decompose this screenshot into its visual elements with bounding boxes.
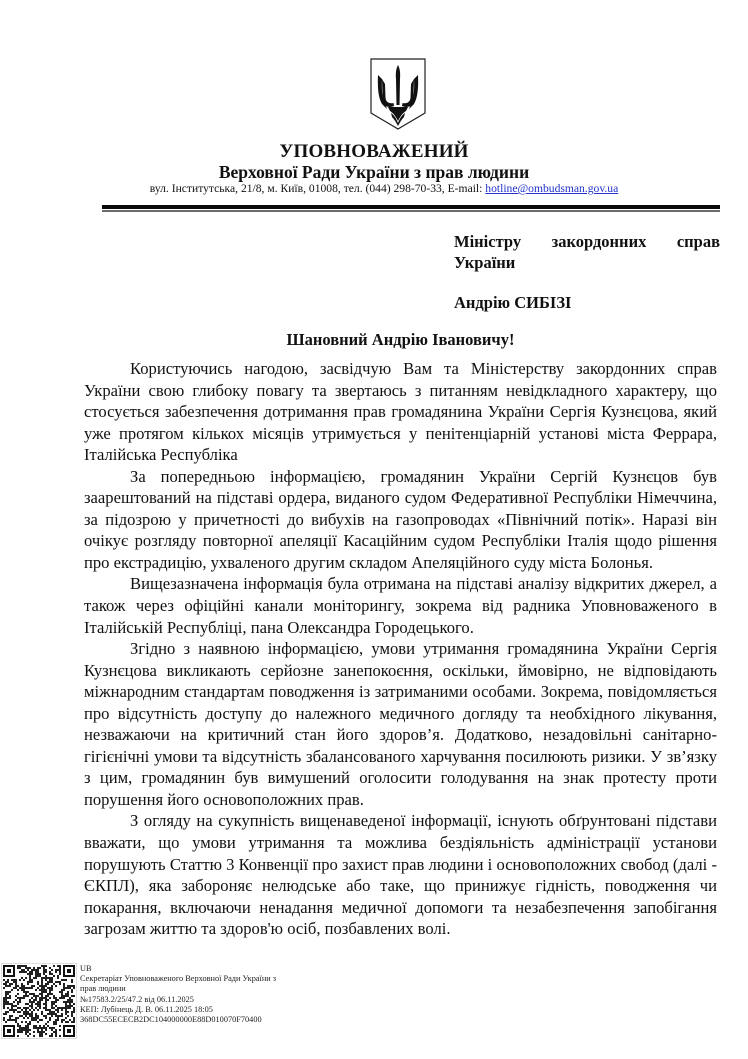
letter-body [84, 358, 717, 940]
addressee-country: України [454, 252, 516, 272]
stamp-line: №17583.2/25/47.2 від 06.11.2025 [80, 994, 194, 1004]
header-divider-thin [102, 210, 720, 212]
email-link[interactable]: hotline@ombudsman.gov.ua [485, 182, 619, 195]
stamp-line: UB [80, 964, 92, 973]
paragraph: Згідно з наявною інформацією, умови утримання громадянина України Сергія Кузнєцова викликають серйозне занепокоєння, оскільки, ймовірно, не відповідають міжнародним стандартам поводження із затриманими особами. Зокрема, повідомляється про відсутність доступу до належного медичного догляду та необхідного лікування, незважаючи на критичний стан його здоров’я. Додатково, незадовільні санітарно-гігієнічні умови та відсутність збалансованого харчування посилюють ризики. У зв’язку з цим, громадянин був вимушений оголосити голодування на знак протесту проти порушення його основоположних прав. [84, 639, 717, 809]
addressee-word: справ [676, 232, 720, 251]
addressee-name: Андрію СИБІЗІ [454, 293, 572, 312]
stamp-line: прав людини [80, 984, 126, 994]
paragraph: Вищезазначена інформація була отримана на підставі аналізу відкритих джерел, а також через офіційні канали моніторингу, зокрема від радника Уповноваженого в Італійській Республіці, пана Олександра Городецького. [84, 574, 717, 637]
stamp-line: КЕП: Лубінець Д. В. 06.11.2025 18:05 [80, 1004, 213, 1014]
addressee-word: закордонних [551, 232, 647, 251]
addressee-word: Міністру [454, 232, 522, 251]
stamp-line: Секретаріат Уповноваженого Верховної Ради України з [80, 974, 277, 984]
salutation: Шановний Андрію Івановичу! [286, 330, 515, 349]
qr-code-icon [1, 963, 77, 1039]
organization-subtitle: Верховної Ради України з прав людини [218, 162, 530, 182]
header-divider-thick [102, 205, 720, 209]
paragraph: За попередньою інформацією, громадянин України Сергій Кузнєцов був заарештований на підставі ордера, виданого судом Федеративної Республіки Німеччина, за підозрою у причетності до вибухів на газопроводах «Північний потік». Наразі він очікує розгляду повторної апеляції Касаційним судом Республіки Італія щодо рішення про екстрадицію, ухваленого другим складом Апеляційного суду міста Болонья. [84, 466, 717, 572]
stamp-line: 368DC55ECECB2DC104000000E88D010070F70400 [80, 1015, 262, 1025]
ukraine-trident-coat-of-arms-icon [369, 57, 427, 131]
organization-contacts [0, 182, 748, 196]
addressee-block [454, 232, 720, 314]
addressee-position [454, 232, 720, 253]
paragraph: Користуючись нагодою, засвідчую Вам та Міністерству закордонних справ України свою глибоку повагу та звертаюсь з питанням невідкладного характеру, що стосується забезпечення дотримання прав громадянина України Сергія Кузнєцова, який уже протягом кількох місяців утримується у пенітенціарній установі міста Феррара, Італійська Республіка [84, 359, 717, 465]
paragraph: З огляду на сукупність вищенаведеної інформації, існують обґрунтовані підстави вважати, що умови утримання та можлива бездіяльність адміністрації установи порушують Статтю 3 Конвенції про захист прав людини і основоположних свобод (далі - ЄКПЛ), яка забороняє нелюдське або таке, що принижує гідність, поводження чи покарання, включаючи ненадання медичної допомоги та незабезпечення запобігання загрозам життю та здоров'ю осіб, позбавлених волі. [84, 811, 717, 939]
registration-stamp [80, 964, 276, 1025]
organization-title: УПОВНОВАЖЕНИЙ [279, 141, 469, 162]
address-phone-text: вул. Інститутська, 21/8, м. Київ, 01008, тел. (044) 298-70-33, E-mail: [149, 182, 486, 195]
